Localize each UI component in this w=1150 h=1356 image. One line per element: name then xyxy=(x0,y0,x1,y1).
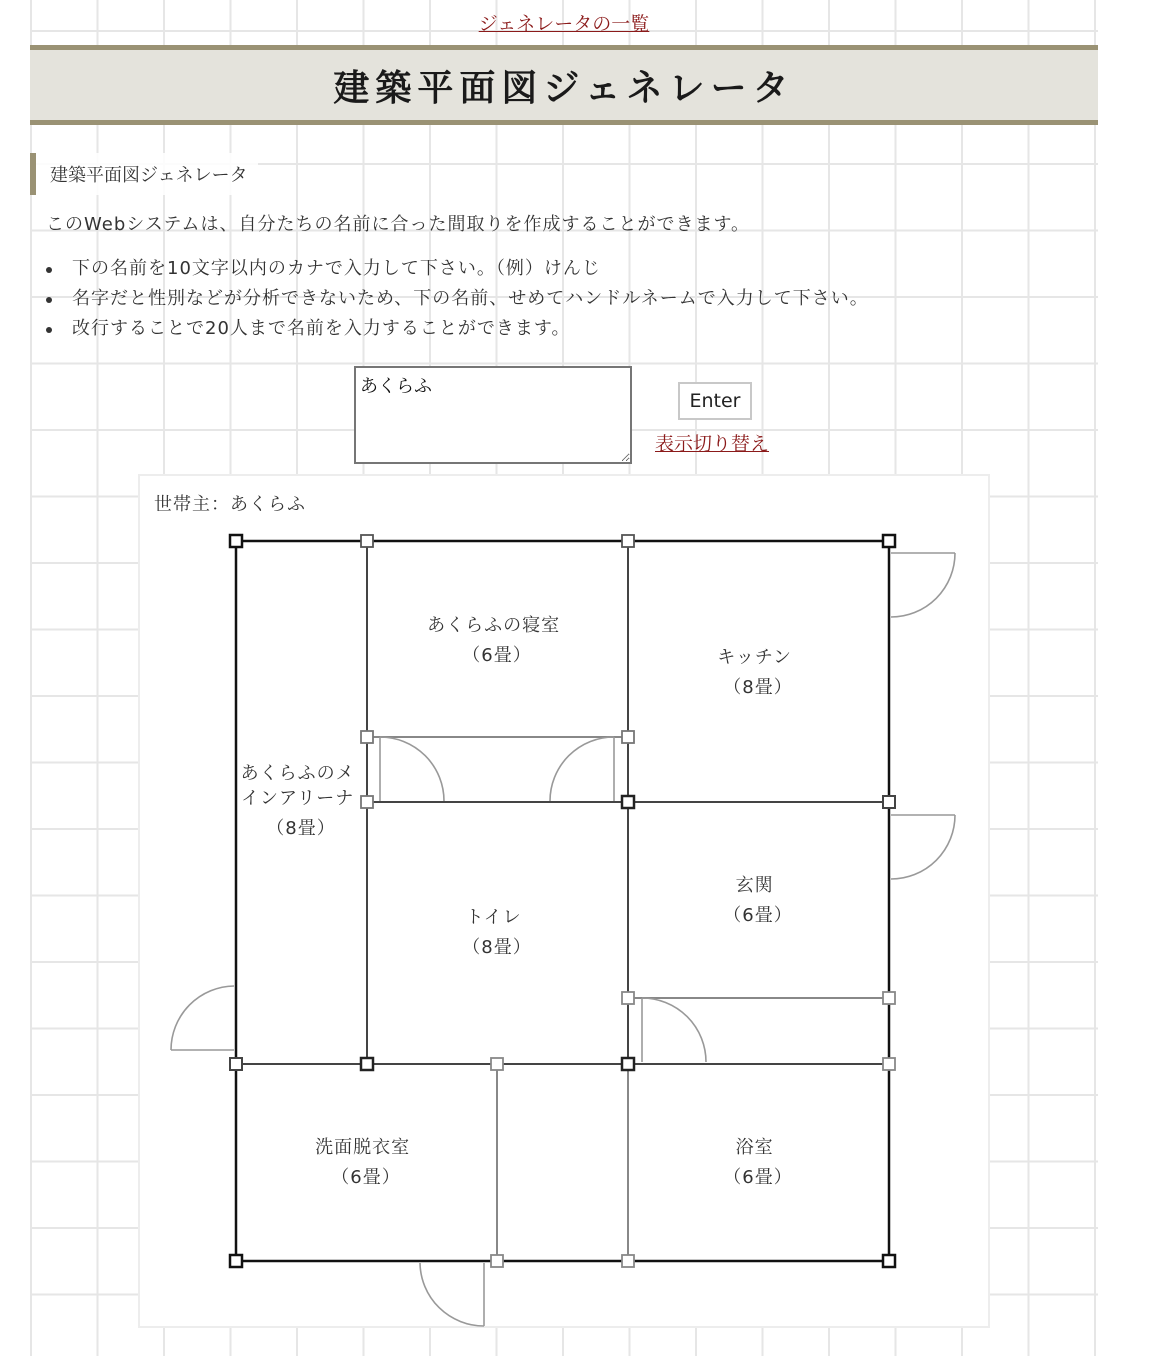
corner-marker xyxy=(491,1058,503,1070)
instruction-item: 改行することで20人まで名前を入力することができます。 xyxy=(46,314,869,344)
corner-marker xyxy=(883,535,895,547)
room-labels xyxy=(241,615,799,1188)
generator-list-link[interactable]: ジェネレータの一覧 xyxy=(478,13,650,35)
intro-text: このWebシステムは、自分たちの名前に合った間取りを作成することができます。 xyxy=(46,214,750,235)
doors xyxy=(171,553,955,1326)
display-toggle-link[interactable]: 表示切り替え xyxy=(655,433,770,455)
room-label-entrance: 玄関 （6畳） xyxy=(723,875,793,926)
corner-marker xyxy=(361,731,373,743)
corner-marker xyxy=(883,1255,895,1267)
corner-marker xyxy=(622,1058,634,1070)
corner-marker xyxy=(230,1058,242,1070)
instruction-item: 名字だと性別などが分析できないため、下の名前、せめてハンドルネームで入力して下さい。 xyxy=(46,284,869,314)
instruction-item: 下の名前を10文字以内のカナで入力して下さい。（例）けんじ xyxy=(46,254,869,284)
room-label-bedroom: あくらふの寝室 （6畳） xyxy=(427,615,561,666)
corner-marker xyxy=(622,1255,634,1267)
corner-marker xyxy=(622,731,634,743)
enter-button[interactable]: Enter xyxy=(678,382,752,420)
corner-marker xyxy=(883,796,895,808)
door xyxy=(420,1263,484,1326)
door xyxy=(891,815,955,879)
corner-marker xyxy=(883,992,895,1004)
corner-marker xyxy=(622,535,634,547)
corner-marker xyxy=(361,796,373,808)
door xyxy=(642,998,706,1062)
banner-title: 建築平面図ジェネレータ xyxy=(333,66,795,109)
room-label-kitchen: キッチン （8畳） xyxy=(717,647,793,698)
corner-marker xyxy=(622,992,634,1004)
corner-marker xyxy=(883,1058,895,1070)
room-label-washroom: 洗面脱衣室 （6畳） xyxy=(315,1137,411,1188)
householder-label: 世帯主：あくらふ xyxy=(154,494,306,515)
door xyxy=(171,986,234,1050)
corner-marker xyxy=(230,1255,242,1267)
room-label-main-arena: あくらふのメ インアリーナ （8畳） xyxy=(240,763,355,839)
room-label-toilet: トイレ （8畳） xyxy=(462,907,532,958)
corner-marker xyxy=(491,1255,503,1267)
corner-marker xyxy=(361,1058,373,1070)
corner-marker xyxy=(622,796,634,808)
section-heading: 建築平面図ジェネレータ xyxy=(30,153,258,195)
corner-marker xyxy=(230,535,242,547)
door xyxy=(550,737,614,801)
corner-marker xyxy=(361,535,373,547)
room-label-bathroom: 浴室 （6畳） xyxy=(723,1137,793,1188)
door xyxy=(380,737,444,801)
door xyxy=(891,553,955,617)
